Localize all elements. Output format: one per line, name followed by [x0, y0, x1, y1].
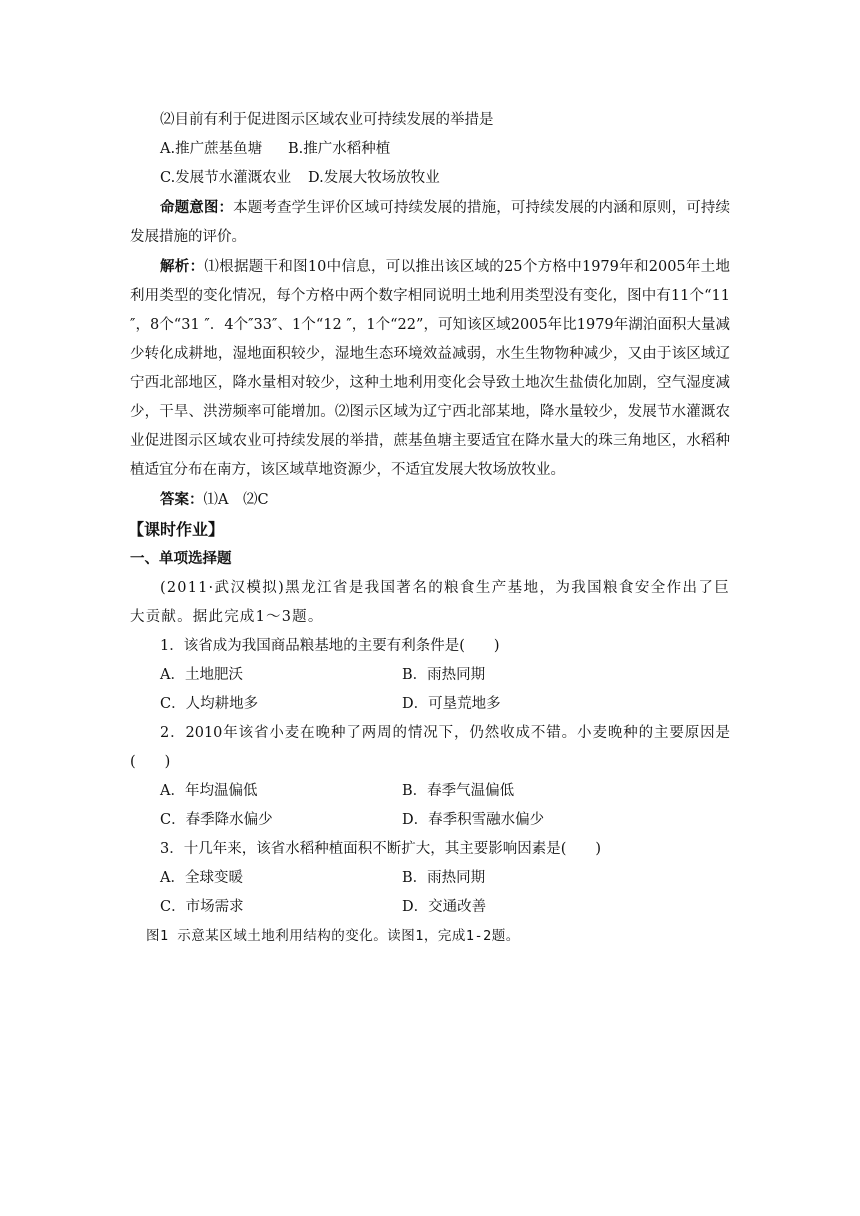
analysis-text: ⑴根据题干和图10中信息，可以推出该区域的25个方格中1979年和2005年土地利用类型的变化情况，每个方格中两个数字相同说明土地利用类型没有变化，图中有11个“11 ″，8个“31 ″．4个″33″、1个“12 ″，1个“22”，可知该区域2005年比1979年湖泊面积大量减少转化成耕地，湿地面积较少，湿地生态环境效益减弱，水生生物物种减少，又由于该区域辽宁西北部地区，降水量相对较少，这种土地利用变化会导致土地次生盐债化加剧，空气湿度减少，干旱、洪涝频率可能增加。⑵图示区域为辽宁西北部某地，降水量较少，发展节水灌溉农业促进图示区域农业可持续发展的举措，蔗基鱼塘主要适宜在降水量大的珠三角地区，水稻种植适宜分布在南方，该区域草地资源少，不适宜发展大牧场放牧业。 — [130, 259, 731, 478]
analysis-label: 解析： — [160, 258, 205, 275]
question-2-stem: ⑵目前有利于促进图示区域农业可持续发展的举措是 — [160, 112, 494, 128]
question-2-options-row-1 — [130, 135, 730, 164]
option-b: B.推广水稻种植 — [288, 141, 391, 157]
document-page — [130, 106, 730, 950]
option-a: A.推广蔗基鱼塘 — [160, 141, 263, 157]
question-2-homework-options-row-2 — [130, 806, 730, 835]
option-c: C.发展节水灌溉农业 — [160, 170, 292, 186]
intent-label: 命题意图： — [160, 199, 234, 216]
q3-option-b: B．雨热同期 — [402, 870, 486, 886]
q1-option-b: B．雨热同期 — [402, 667, 486, 683]
question-2-options-row-2 — [130, 164, 730, 193]
figure-note: 图1 示意某区域土地利用结构的变化。读图1，完成1-2题。 — [146, 928, 520, 944]
q3-option-c: C．市场需求 — [160, 899, 244, 915]
section-heading: 一、单项选择题 — [130, 551, 232, 567]
question-1-options-row-1 — [130, 661, 730, 690]
question-2-homework-options-row-1 — [130, 777, 730, 806]
homework-intro: (2011·武汉模拟)黑龙江省是我国著名的粮食生产基地，为我国粮食安全作出了巨大贡献。据此完成1～3题。 — [130, 580, 730, 625]
analysis-paragraph — [130, 252, 730, 485]
question-1-options-row-2 — [130, 690, 730, 719]
question-3-options-row-2 — [130, 893, 730, 922]
question-3-options-row-1 — [130, 864, 730, 893]
question-3-stem: 3．十几年来，该省水稻种植面积不断扩大，其主要影响因素是( ) — [160, 841, 602, 857]
homework-title: 【课时作业】 — [128, 520, 225, 539]
answer-text: ⑴A ⑵C — [203, 492, 269, 508]
q1-option-a: A．土地肥沃 — [160, 667, 243, 683]
answer-line — [130, 485, 730, 515]
q2-option-d: D．春季积雪融水偏少 — [402, 812, 545, 828]
q3-option-d: D．交通改善 — [402, 899, 487, 915]
question-2-homework-stem: 2．2010年该省小麦在晚种了两周的情况下，仍然收成不错。小麦晚种的主要原因是( ) — [130, 725, 730, 770]
question-1-stem: 1．该省成为我国商品粮基地的主要有利条件是( ) — [160, 638, 500, 654]
q2-option-c: C．春季降水偏少 — [160, 812, 273, 828]
q1-option-d: D．可垦荒地多 — [402, 696, 501, 712]
option-d: D.发展大牧场放牧业 — [308, 170, 440, 186]
q2-option-a: A．年均温偏低 — [160, 783, 258, 799]
answer-label: 答案： — [160, 491, 204, 508]
q3-option-a: A．全球变暖 — [160, 870, 243, 886]
q2-option-b: B．春季气温偏低 — [402, 783, 515, 799]
intent-text: 本题考查学生评价区域可持续发展的措施，可持续发展的内涵和原则，可持续发展措施的评价。 — [130, 200, 730, 245]
intent-paragraph — [130, 193, 730, 252]
q1-option-c: C．人均耕地多 — [160, 696, 259, 712]
